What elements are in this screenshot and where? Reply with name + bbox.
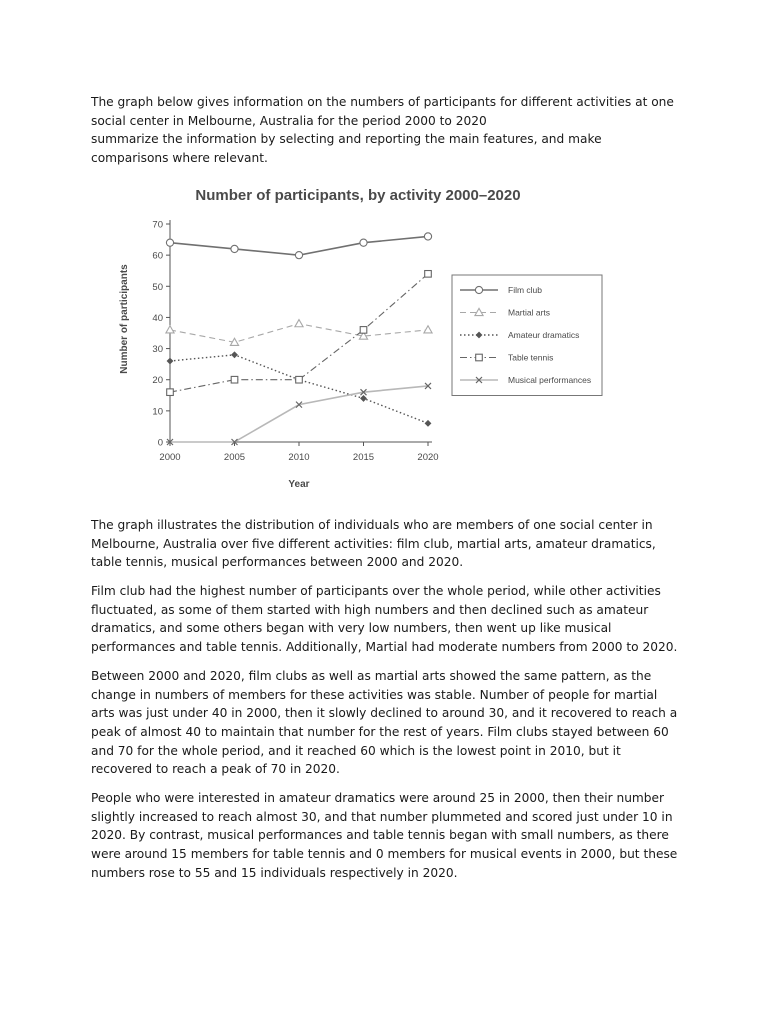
data-point-martial-arts: [166, 326, 174, 333]
essay-body: [91, 516, 683, 893]
y-tick-label: 40: [152, 312, 163, 324]
line-chart-svg: [112, 180, 612, 500]
legend-label-musical-performances: Musical performances: [508, 375, 592, 385]
x-axis-label: Year: [288, 479, 310, 490]
task-prompt-line-2: summarize the information by selecting and reporting the main features, and make comparisons where relevant.: [91, 132, 602, 165]
y-tick-label: 0: [157, 437, 163, 449]
data-point-film-club: [295, 252, 302, 259]
legend-label-table-tennis: Table tennis: [508, 352, 554, 363]
legend-label-martial-arts: Martial arts: [508, 307, 551, 318]
data-point-amateur-dramatics: [167, 358, 173, 364]
task-prompt: [91, 93, 681, 167]
data-point-amateur-dramatics: [361, 395, 367, 401]
y-tick-label: 70: [152, 219, 163, 231]
x-tick-label: 2005: [223, 452, 246, 463]
x-tick-label: 2015: [352, 452, 375, 463]
x-tick-label: 2000: [159, 452, 181, 463]
data-point-table-tennis: [231, 376, 238, 383]
y-tick-label: 60: [152, 250, 163, 262]
x-tick-label: 2010: [288, 452, 310, 463]
data-point-film-club: [360, 239, 367, 246]
series-table-tennis: [167, 271, 432, 396]
data-point-table-tennis: [425, 271, 432, 278]
series-film-club: [166, 233, 431, 259]
data-point-martial-arts: [424, 326, 432, 333]
essay-paragraph-2: Film club had the highest number of participants over the whole period, while other activities fluctuated, as some of them started with high numbers and then declined such as amateur dramatics, and some others began with very low numbers, then went up like musical performances and table tennis. Additionally, Martial had moderate numbers from 2000 to 2020.: [91, 584, 678, 655]
data-point-film-club: [231, 245, 238, 252]
legend-label-film-club: Film club: [508, 285, 543, 295]
data-point-amateur-dramatics: [232, 352, 238, 358]
data-point-film-club: [166, 239, 173, 246]
series-lines: [166, 233, 432, 445]
legend-marker-film-club: [475, 286, 482, 293]
data-point-amateur-dramatics: [425, 420, 431, 426]
y-tick-label: 20: [152, 375, 163, 387]
task-prompt-line-1: The graph below gives information on the numbers of participants for different activities at one social center in Melbourne, Australia for the period 2000 to 2020: [91, 95, 674, 128]
series-martial-arts: [166, 320, 432, 346]
series-line-table-tennis: [170, 274, 428, 392]
essay-paragraph-1: The graph illustrates the distribution of individuals who are members of one social center in Melbourne, Australia over five different activities: film club, martial arts, amateur dramatics, table tennis, musical performances between 2000 and 2020.: [91, 518, 656, 570]
series-musical-performances: [167, 383, 431, 445]
data-point-table-tennis: [360, 327, 367, 334]
legend-label-amateur-dramatics: Amateur dramatics: [508, 330, 580, 340]
x-tick-label: 2020: [417, 452, 439, 463]
y-axis-label: Number of participants: [119, 264, 130, 374]
y-tick-label: 10: [152, 406, 163, 418]
data-point-table-tennis: [167, 389, 174, 396]
data-point-martial-arts: [295, 320, 303, 327]
legend: [452, 275, 602, 396]
essay-paragraph-4: People who were interested in amateur dramatics were around 25 in 2000, then their number slightly increased to reach almost 30, and that number plummeted and scored just under 10 in 2020. By contrast, musical performances and table tennis began with small numbers, as there were around 15 members for table tennis and 0 members for musical events in 2000, but these numbers rose to 55 and 15 individuals respectively in 2020.: [91, 791, 678, 880]
data-point-table-tennis: [296, 376, 303, 383]
essay-paragraph-3: Between 2000 and 2020, film clubs as well as martial arts showed the same pattern, as the change in numbers of members for these activities was stable. Number of people for martial arts was just under 40 in 2000, then it slowly declined to around 30, and it recovered to reach a peak of almost 40 to maintain that number for the rest of years. Film clubs stayed between 60 and 70 for the whole period, and it reached 60 which is the lowest point in 2010, but it recovered to reach a peak of 70 in 2020.: [91, 669, 678, 777]
chart-title: Number of participants, by activity 2000–2020: [195, 187, 521, 204]
y-tick-label: 50: [152, 281, 163, 293]
legend-marker-table-tennis: [476, 354, 483, 361]
y-tick-label: 30: [152, 344, 163, 356]
series-line-musical-performances: [170, 386, 428, 442]
line-chart: [112, 180, 612, 500]
data-point-film-club: [424, 233, 431, 240]
